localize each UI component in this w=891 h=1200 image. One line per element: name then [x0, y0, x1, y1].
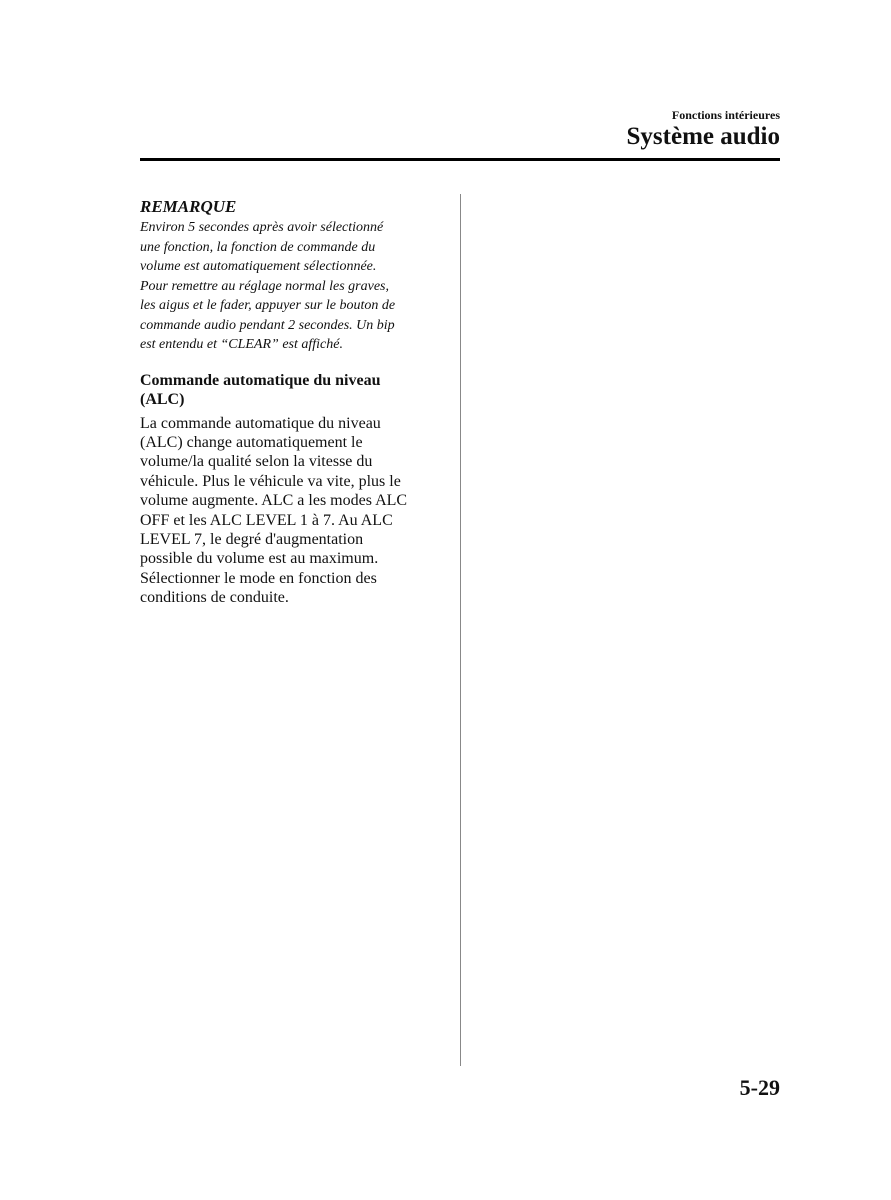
page-number: 5-29	[739, 1075, 780, 1100]
note-body: Environ 5 secondes après avoir sélectionné une fonction, la fonction de commande du volume est automatiquement sélectionnée. Pour remettre au réglage normal les graves, les aigus et le fader, appuyer sur le bouton de commande audio pendant 2 secondes. Un bip est entendu et “CLEAR” est affiché.	[140, 220, 396, 352]
section-label: Fonctions intérieures	[671, 108, 780, 122]
note-block	[140, 196, 440, 355]
note-heading: REMARQUE	[140, 197, 237, 216]
left-column	[140, 196, 440, 608]
alc-body: La commande automatique du niveau (ALC) change automatiquement le volume/la qualité selon la vitesse du véhicule. Plus le véhicule va vite, plus le volume augmente. ALC a les modes ALC OFF et les ALC LEVEL 1 à 7. Au ALC LEVEL 7, le degré d'augmentation possible du volume est au maximum. Sélectionner le mode en fonction des conditions de conduite.	[140, 414, 408, 607]
alc-section	[140, 371, 440, 608]
alc-heading: Commande automatique du niveau (ALC)	[140, 371, 381, 408]
header-rule	[140, 158, 780, 161]
page-title: Système audio	[626, 123, 780, 150]
column-divider	[460, 194, 461, 1066]
